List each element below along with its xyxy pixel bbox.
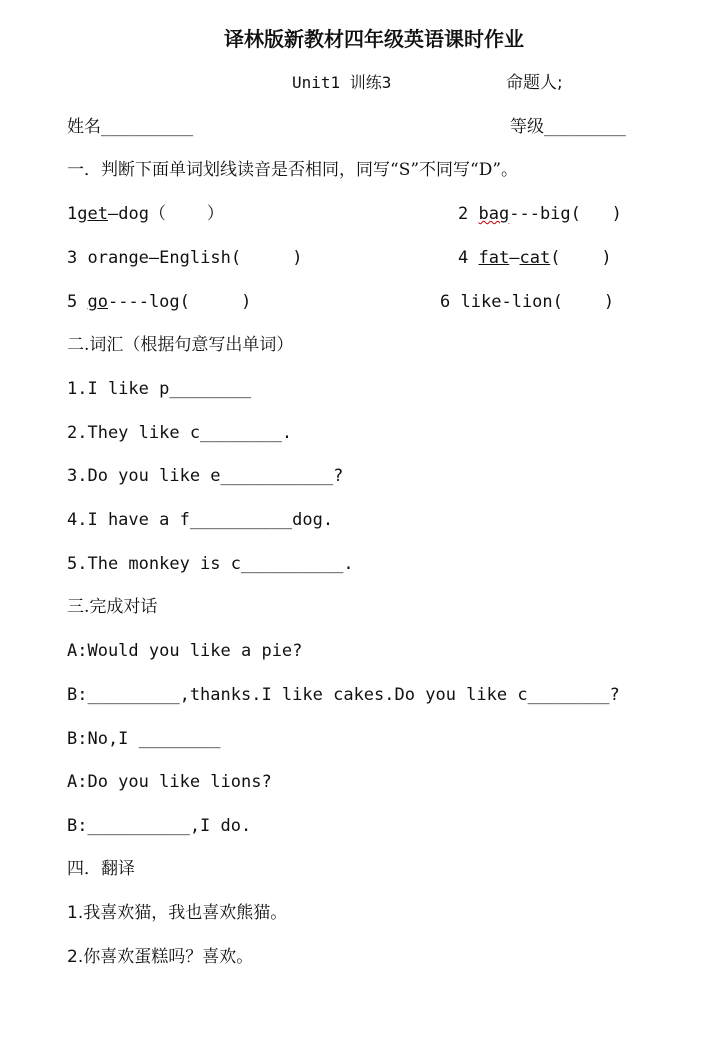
s1-item-5-blank: ( ) (179, 292, 252, 312)
s1-item-2 (458, 203, 622, 225)
s1-item-4 (458, 247, 612, 269)
s1-item-6-sep: - (501, 292, 512, 312)
s1-item-4-num: 4 (458, 248, 469, 268)
s1-item-4-word1: fat (478, 248, 510, 268)
s1-item-3-sep: — (148, 248, 160, 268)
s1-item-3 (67, 247, 302, 269)
dialog-line-1: A:Would you like a pie? (67, 641, 303, 661)
section3-heading: 三.完成对话 (67, 597, 158, 617)
s1-item-4-blank: ( ) (550, 248, 612, 268)
s1-item-2-sep: --- (509, 204, 540, 224)
s1-item-1-sep: — (107, 204, 119, 224)
s1-item-1 (67, 203, 224, 225)
dialog-line-4: A:Do you like lions? (67, 772, 272, 792)
s2-item-1: 1.I like p________ (67, 379, 252, 399)
s1-item-6-num: 6 (440, 292, 451, 312)
s1-item-6-word1: like (460, 292, 502, 312)
s1-item-1-blank: （ ） (148, 204, 224, 224)
s2-item-4: 4.I have a f__________dog. (67, 510, 334, 530)
s1-item-5-sep: ---- (107, 292, 149, 312)
s1-item-1-word1: get (77, 204, 108, 224)
s1-item-4-sep: — (509, 248, 520, 268)
s2-item-3: 3.Do you like e___________? (67, 466, 344, 486)
unit-label: Unit1 训练3 (292, 73, 392, 92)
s1-item-2-num: 2 (458, 204, 469, 224)
s1-item-1-word2: dog (118, 204, 149, 224)
dialog-line-3: B:No,I ________ (67, 729, 221, 749)
dialog-line-5: B:__________,I do. (67, 816, 252, 836)
page-title: 译林版新教材四年级英语课时作业 (224, 27, 524, 51)
translate-item-2: 2.你喜欢蛋糕吗？喜欢。 (67, 947, 254, 967)
s2-item-2: 2.They like c________. (67, 423, 293, 443)
s1-item-1-num: 1 (67, 204, 78, 224)
translate-item-1: 1.我喜欢猫，我也喜欢熊猫。 (67, 903, 288, 923)
s1-item-3-blank: ( ) (230, 248, 303, 268)
s1-item-6-word2: lion (511, 292, 553, 312)
grade-field: 等级________ (510, 117, 626, 137)
author-label: 命题人; (506, 73, 563, 93)
s1-item-2-blank: ( ) (570, 204, 622, 224)
s2-item-5: 5.The monkey is c__________. (67, 554, 354, 574)
s1-item-5-word1: go (87, 292, 108, 312)
name-field: 姓名_________ (67, 117, 194, 137)
s1-item-3-word1: orange (87, 248, 149, 268)
s1-item-5-num: 5 (67, 292, 78, 312)
s1-item-3-num: 3 (67, 248, 78, 268)
dialog-line-2: B:_________,thanks.I like cakes.Do you like c________? (67, 685, 620, 705)
s1-item-2-word1: bag (478, 204, 510, 224)
s1-item-4-word2: cat (519, 248, 551, 268)
s1-item-6-blank: ( ) (552, 292, 615, 312)
section1-heading: 一．判断下面单词划线读音是否相同，同写“S”不同写“D”。 (67, 160, 519, 180)
s1-item-2-word2: big (539, 204, 571, 224)
s1-item-3-word2: English (159, 248, 231, 268)
s1-item-6 (440, 291, 614, 313)
s1-item-5 (67, 291, 251, 313)
section2-heading: 二.词汇（根据句意写出单词） (67, 335, 294, 355)
section4-heading: 四．翻译 (67, 859, 135, 879)
s1-item-5-word2: log (148, 292, 180, 312)
